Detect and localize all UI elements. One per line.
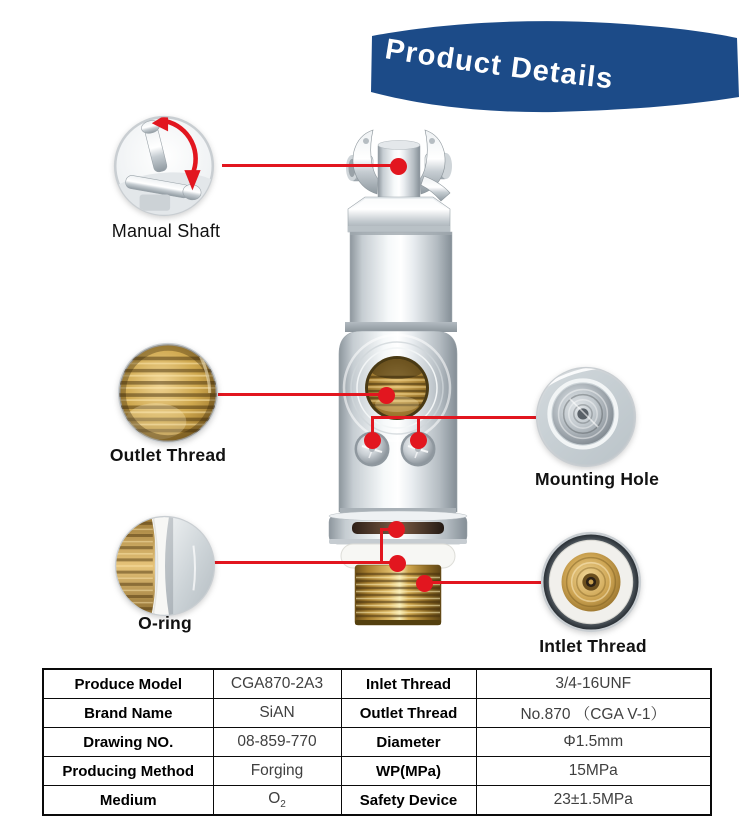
o-ring-detail xyxy=(104,505,226,627)
callout-line-inlet-thread xyxy=(424,581,542,584)
spec-value: No.870 （CGA V-1） xyxy=(476,699,711,728)
spec-value: Φ1.5mm xyxy=(476,728,711,757)
callout-line-outlet-thread xyxy=(216,393,388,396)
o-ring-photo xyxy=(104,505,226,627)
callout-dot xyxy=(416,575,433,592)
callout-dot xyxy=(378,387,395,404)
table-row xyxy=(43,669,711,699)
spec-label: Inlet Thread xyxy=(341,669,476,699)
product-details-banner xyxy=(355,12,750,124)
spec-label: Diameter xyxy=(341,728,476,757)
spec-label: Brand Name xyxy=(43,699,213,728)
callout-dot xyxy=(389,555,406,572)
table-row xyxy=(43,786,711,816)
banner-title: Product Details xyxy=(382,33,616,96)
spec-label: Produce Model xyxy=(43,669,213,699)
callout-line-o-ring-riser xyxy=(380,528,383,564)
callout-line-o-ring xyxy=(213,561,399,564)
spec-label: Safety Device xyxy=(341,786,476,816)
spec-label: Drawing NO. xyxy=(43,728,213,757)
callout-dot xyxy=(364,432,381,449)
upper-body-cylinder xyxy=(345,232,457,332)
inlet-thread-brass xyxy=(355,565,441,625)
callout-dot xyxy=(410,432,427,449)
spec-value: 23±1.5MPa xyxy=(476,786,711,816)
table-row xyxy=(43,699,711,728)
hex-nut xyxy=(348,197,450,232)
callout-line-manual-shaft xyxy=(222,164,398,167)
table-row xyxy=(43,757,711,786)
callout-label-o-ring: O-ring xyxy=(138,613,192,633)
inlet-thread-photo xyxy=(530,521,652,643)
callout-line-mounting-hole xyxy=(371,416,541,419)
mounting-hole-detail xyxy=(525,356,647,468)
manual-shaft-photo xyxy=(103,105,225,227)
spec-label: Medium xyxy=(43,786,213,816)
spec-value: 3/4-16UNF xyxy=(476,669,711,699)
callout-dot xyxy=(390,158,407,175)
spec-value-medium: $O_2$ xyxy=(213,786,341,816)
spec-value: 08-859-770 xyxy=(213,728,341,757)
inlet-thread-detail xyxy=(549,540,632,623)
callout-label-inlet-thread: Intlet Thread xyxy=(539,636,647,656)
spec-value: 15MPa xyxy=(476,757,711,786)
spec-value: Forging xyxy=(213,757,341,786)
spec-value: CGA870-2A3 xyxy=(213,669,341,699)
callout-label-outlet-thread: Outlet Thread xyxy=(109,445,227,465)
mounting-hole-photo xyxy=(525,356,647,478)
callout-dot xyxy=(388,521,405,538)
spec-label: Producing Method xyxy=(43,757,213,786)
spec-table xyxy=(42,668,712,816)
spec-label: Outlet Thread xyxy=(341,699,476,728)
outlet-port xyxy=(365,356,429,420)
outlet-thread-photo xyxy=(107,332,229,454)
spec-value: SiAN xyxy=(213,699,341,728)
spec-label: WP(MPa) xyxy=(341,757,476,786)
table-row xyxy=(43,728,711,757)
callout-label-manual-shaft: Manual Shaft xyxy=(111,221,221,241)
callout-label-mounting-hole: Mounting Hole xyxy=(534,469,660,489)
